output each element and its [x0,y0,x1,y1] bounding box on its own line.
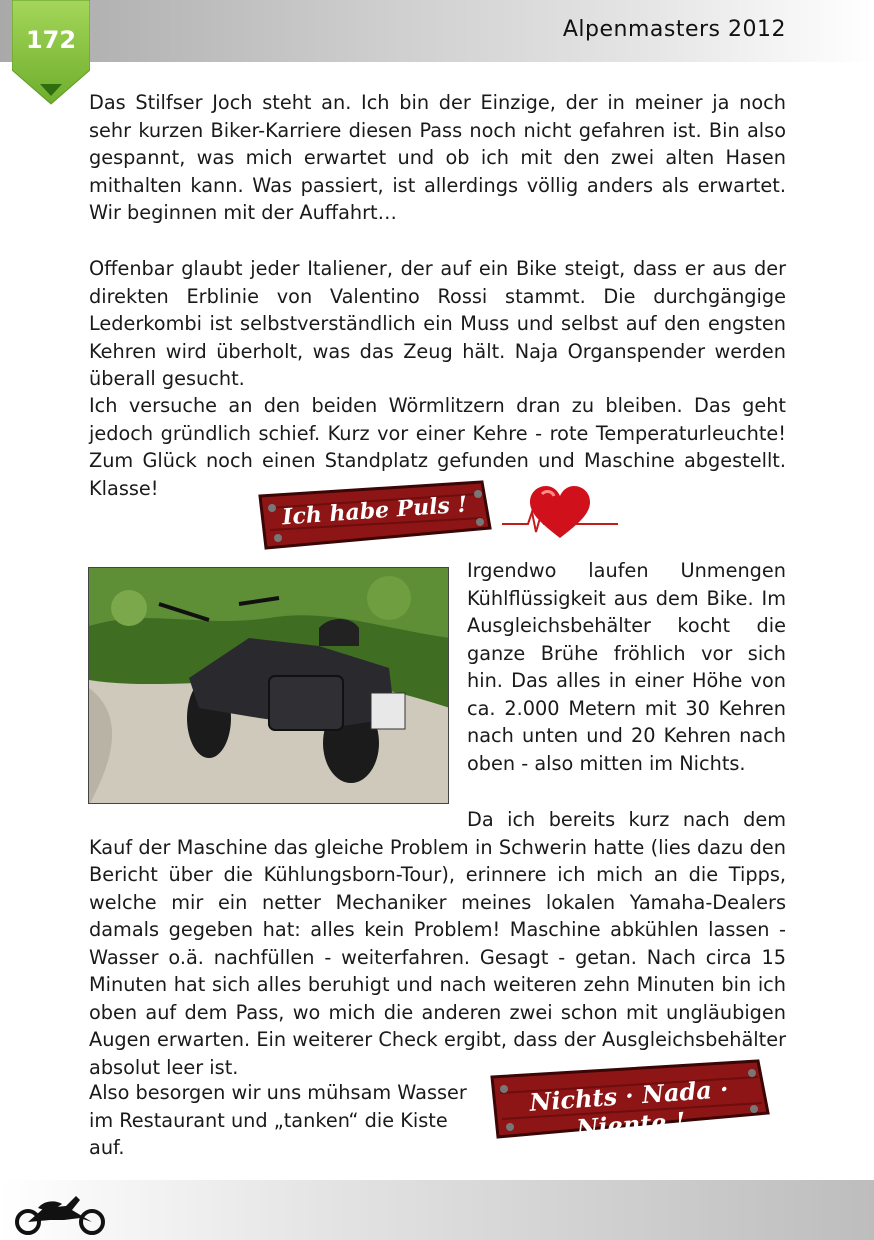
paragraph: Irgendwo laufen Unmengen Kühlflüssigkeit aus dem Bike. Im Ausgleichsbehälter kocht die ganze Brühe fröhlich vor sich hin. Das alles in einer Höhe von ca. 2.000 Metern mit 30 Kehren nach unten und 20 Kehren nach oben - also mitten im Nichts. [467,559,786,775]
page-number: 172 [25,26,77,54]
running-title: Alpenmasters 2012 [562,17,786,42]
paragraph: Da ich bereits kurz nach dem Kauf der Maschine das gleiche Problem in Schwerin hatte (lies dazu den Bericht über die Kühlungsborn-Tour), erinnere ich mich an die Tipps, welche mir ein netter Mechaniker meines lokalen Yamaha-Dealers damals gegeben hat: alles kein Problem! Maschine abkühlen lassen - Wasser o.ä. nachfüllen - weiterfahren. Gesagt - getan. Nach circa 15 Minuten hat sich alles beruhigt und nach weiteren zehn Minuten bin ich oben auf dem Pass, wo mich die anderen zwei schon mit ungläubigen Augen erwarten. Ein weiterer Check ergibt, dass der Ausgleichsbehälter absolut leer ist. [89,808,786,1079]
sign-text: Nichts · Nada · Niente ! [528,1074,730,1143]
motorcycle-photo [88,567,449,804]
heart-pulse-icon [502,480,618,544]
motorcycle-image [89,568,449,804]
paragraph: Das Stilfser Joch steht an. Ich bin der Einzige, der in meiner ja noch sehr kurzen Biker-Karriere diesen Pass noch nicht gefahren ist. Bin also gespannt, was mich erwartet und ob ich mit den zwei alten Hasen mithalten kann. Was passiert, ist allerdings völlig anders als erwartet. Wir beginnen mit der Auffahrt… [89,91,786,224]
page-tab-shape [12,0,90,108]
sign-ich-habe-puls [254,478,494,550]
paragraph: Offenbar glaubt jeder Italiener, der auf ein Bike steigt, dass er aus der direkten Erblinie von Valentino Rossi stammt. Die durchgängige Lederkombi ist selbstverständlich ein Muss und selbst auf den engsten Kehren wird überholt, was das Zeug hält. Naja Organspender werden überall gesucht. [89,257,786,390]
sign-nichts-nada-niente [488,1055,770,1141]
footer-bar [0,1180,874,1240]
paragraph: Also besorgen wir uns mühsam Wasser im Restaurant und „tanken“ die Kiste auf. [89,1081,467,1159]
motorcycle-icon [10,1186,110,1236]
sign-text: Ich habe Puls ! [281,491,468,531]
page-number-tab [12,0,90,108]
paragraph: Ich versuche an den beiden Wörmlitzern dran zu bleiben. Das geht jedoch gründlich schief. Kurz vor einer Kehre - rote Temperaturleuchte! Zum Glück noch einen Standplatz gefunden und Maschine abgestellt. Klasse! [89,394,786,500]
